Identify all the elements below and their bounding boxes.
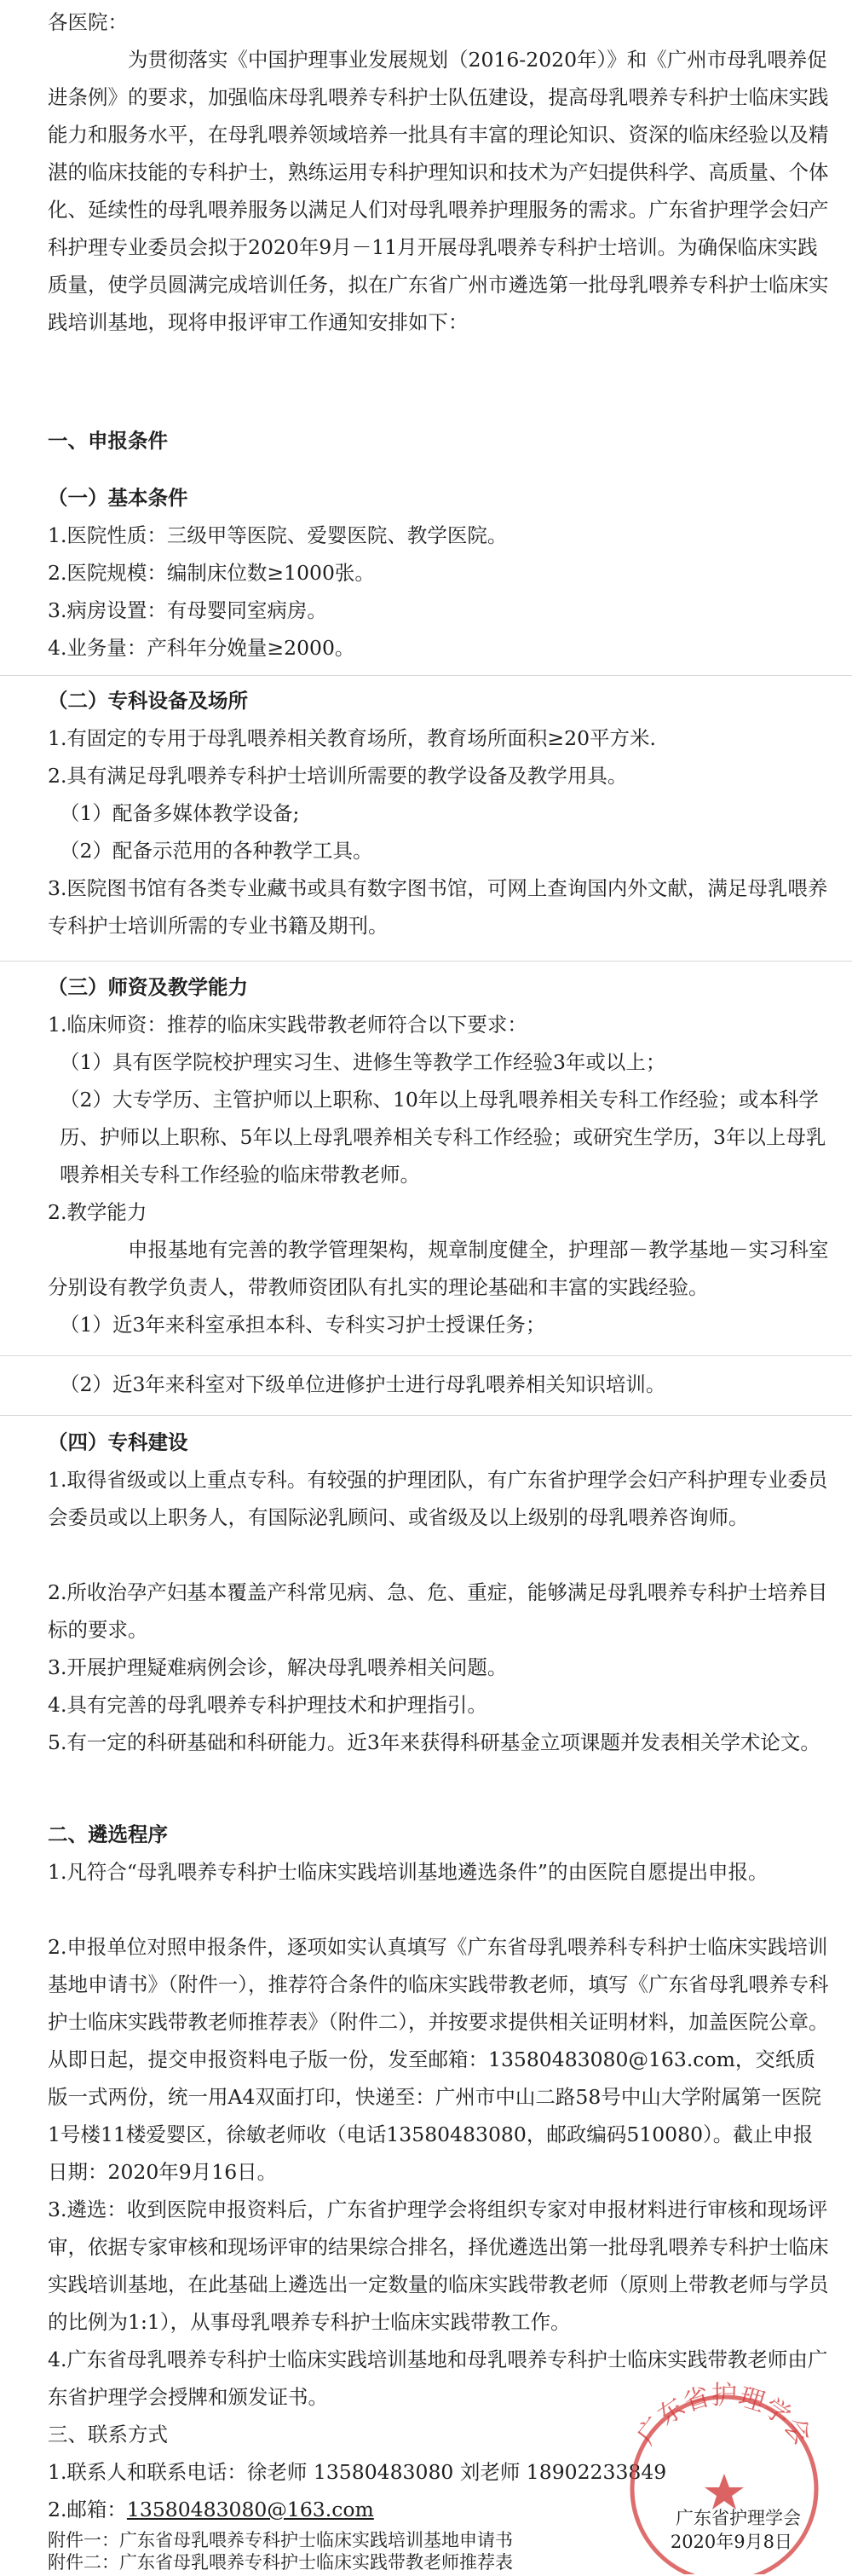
equipment-sub-2: （2）配备示范用的各种教学工具。: [60, 839, 373, 863]
divider: [0, 961, 852, 962]
intro-paragraph: 为贯彻落实《中国护理事业发展规划（2016-2020年）》和《广州市母乳喂养促进条例》的要求，加强临床母乳喂养专科护士队伍建设，提高母乳喂养专科护士临床实践能力和服务水平，在母乳喂养领域培养一批具有丰富的理论知识、资深的临床经验以及精湛的临床技能的专科护士，熟练运用专科护理知识和技术为产妇提供科学、高质量、个体化、延续性的母乳喂养服务以满足人们对母乳喂养护理服务的需求。广东省护理学会妇产科护理专业委员会拟于2020年9月－11月开展母乳喂养专科护士培训。为确保临床实践质量，使学员圆满完成培训任务，拟在广东省广州市遴选第一批母乳喂养专科护士临床实践培训基地，现将申报评审工作通知安排如下：: [48, 48, 829, 334]
subsection-building-title: （四）专科建设: [48, 1430, 188, 1454]
subsection-teaching-title: （三）师资及教学能力: [48, 975, 248, 999]
contact-email-link[interactable]: 13580483080@163.com: [126, 2498, 374, 2521]
section-title-contact: 三、联系方式: [48, 2423, 168, 2446]
equipment-item-2: 2.具有满足母乳喂养专科护士培训所需要的教学设备及教学用具。: [48, 764, 628, 788]
teaching-paragraph: 申报基地有完善的教学管理架构，规章制度健全，护理部－教学基地－实习科室分别设有教学负责人，带教师资团队有扎实的理论基础和丰富的实践经验。: [48, 1238, 829, 1299]
procedure-item-3: 3.遴选：收到医院申报资料后，广东省护理学会将组织专家对申报材料进行审核和现场评审，依据专家审核和现场评审的结果综合排名，择优遴选出第一批母乳喂养专科护士临床实践培训基地，在此基础上遴选出一定数量的临床实践带教老师（原则上带教老师与学员的比例为1:1），从事母乳喂养专科护士临床实践带教工作。: [48, 2198, 829, 2334]
basic-item-1: 1.医院性质：三级甲等医院、爱婴医院、教学医院。: [48, 523, 508, 547]
divider: [0, 675, 852, 676]
contact-item-1: 1.联系人和联系电话：徐老师 13580483080 刘老师 18902233849: [48, 2460, 667, 2484]
contact-email-label: 2.邮箱：: [48, 2498, 127, 2521]
building-item-2: 2.所收治孕产妇基本覆盖产科常见病、急、危、重症，能够满足母乳喂养专科护士培养目标的要求。: [48, 1580, 828, 1642]
svg-text:广东省护理学会: [631, 2381, 817, 2451]
subsection-equipment-title: （二）专科设备及场所: [48, 689, 248, 713]
seal-text: 广东省护理学会: [631, 2381, 817, 2451]
attachment-1: 附件一：广东省母乳喂养专科护士临床实践培训基地申请书: [48, 2530, 513, 2550]
section-title-procedure: 二、遴选程序: [48, 1822, 168, 1846]
equipment-sub-1: （1）配备多媒体教学设备;: [60, 801, 300, 825]
teaching-sub-3: （1）近3年来科室承担本科、专科实习护士授课任务；: [60, 1313, 546, 1337]
seal-star-icon: [705, 2474, 744, 2510]
basic-item-3: 3.病房设置：有母婴同室病房。: [48, 598, 327, 622]
teaching-sub-2: （2）大专学历、主管护师以上职称、10年以上母乳喂养相关专科工作经验；或本科学历、护师以上职称、5年以上母乳喂养相关专科工作经验；或研究生学历，3年以上母乳喂养相关专科工作经验的临床带教老师。: [60, 1088, 826, 1187]
procedure-item-2: 2.申报单位对照申报条件，逐项如实认真填写《广东省母乳喂养科专科护士临床实践培训基地申请书》（附件一），推荐符合条件的临床实践带教老师，填写《广东省母乳喂养专科护士临床实践带教老师推荐表》（附件二），并按要求提供相关证明材料，加盖医院公章。从即日起，提交申报资料电子版一份，发至邮箱：13580483080@163.com，交纸质版一式两份，统一用A4双面打印，快递至：广州市中山二路58号中山大学附属第一医院1号楼11楼爱婴区，徐敏老师收（电话13580483080，邮政编码510080）。截止申报日期：2020年9月16日。: [48, 1935, 829, 2184]
divider: [0, 1415, 852, 1416]
official-seal: [609, 2378, 839, 2574]
attachment-2: 附件二：广东省母乳喂养专科护士临床实践带教老师推荐表: [48, 2552, 513, 2573]
basic-item-4: 4.业务量：产科年分娩量≥2000。: [48, 636, 355, 660]
teaching-sub-1: （1）具有医学院校护理实习生、进修生等教学工作经验3年或以上；: [60, 1050, 666, 1074]
subsection-basic-title: （一）基本条件: [48, 486, 188, 510]
greeting: 各医院：: [48, 10, 128, 34]
building-item-1: 1.取得省级或以上重点专科。有较强的护理团队，有广东省护理学会妇产科护理专业委员会委员或以上职务人，有国际泌乳顾问、或省级及以上级别的母乳喂养咨询师。: [48, 1468, 828, 1529]
teaching-item-2: 2.教学能力: [48, 1200, 147, 1224]
procedure-item-4: 4.广东省母乳喂养专科护士临床实践培训基地和母乳喂养专科护士临床实践带教老师由广东省护理学会授牌和颁发证书。: [48, 2348, 828, 2409]
signature-org: 广东省护理学会: [676, 2508, 801, 2528]
equipment-item-3: 3.医院图书馆有各类专业藏书或具有数字图书馆，可网上查询国内外文献，满足母乳喂养专科护士培训所需的专业书籍及期刊。: [48, 876, 828, 938]
teaching-sub-4: （2）近3年来科室对下级单位进修护士进行母乳喂养相关知识培训。: [60, 1372, 666, 1396]
equipment-item-1: 1.有固定的专用于母乳喂养相关教育场所，教育场所面积≥20平方米.: [48, 726, 656, 750]
building-item-3: 3.开展护理疑难病例会诊，解决母乳喂养相关问题。: [48, 1655, 508, 1679]
procedure-item-1: 1.凡符合“母乳喂养专科护士临床实践培训基地遴选条件”的由医院自愿提出申报。: [48, 1860, 769, 1884]
divider: [0, 1355, 852, 1356]
building-item-5: 5.有一定的科研基础和科研能力。近3年来获得科研基金立项课题并发表相关学术论文。: [48, 1730, 820, 1754]
signature-date: 2020年9月8日: [670, 2532, 792, 2552]
building-item-4: 4.具有完善的母乳喂养专科护理技术和护理指引。: [48, 1693, 487, 1717]
section-title-conditions: 一、申报条件: [48, 429, 168, 453]
teaching-item-1: 1.临床师资：推荐的临床实践带教老师符合以下要求：: [48, 1013, 527, 1037]
basic-item-2: 2.医院规模：编制床位数≥1000张。: [48, 561, 375, 585]
